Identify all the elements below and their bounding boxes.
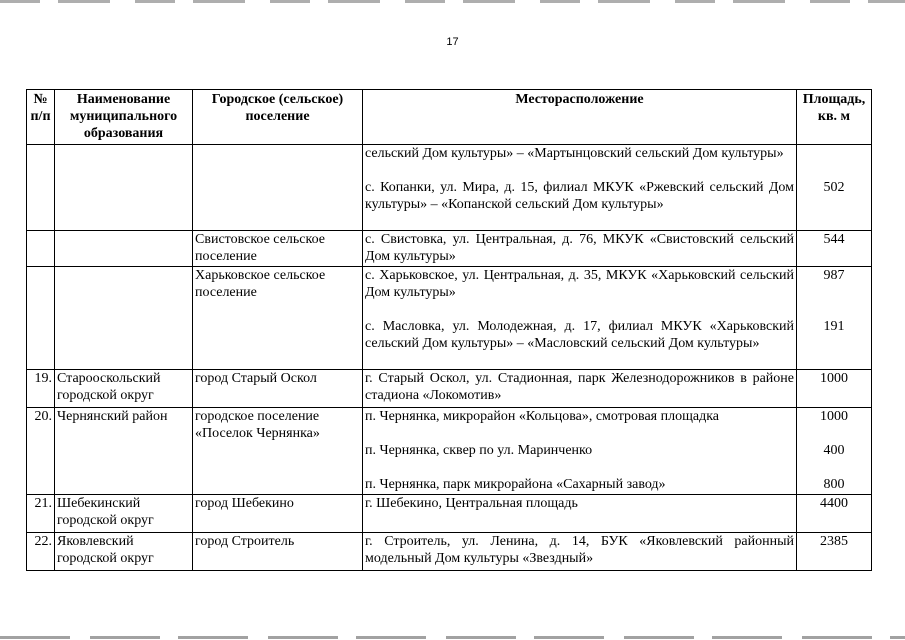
- row-name: Чернянский район: [55, 408, 193, 495]
- page-number: 17: [446, 36, 459, 48]
- table-row: [27, 408, 872, 495]
- location-entry: п. Чернянка, парк микрорайона «Сахарный завод»: [365, 477, 666, 492]
- location-entry: с. Харьковское, ул. Центральная, д. 35, МКУК «Харьковский сельский Дом культуры»: [365, 268, 794, 300]
- location-entry: п. Чернянка, микрорайон «Кольцова», смотровая площадка: [365, 409, 719, 424]
- header-name: Наименование муниципального образования: [55, 90, 193, 145]
- row-num: [27, 231, 55, 267]
- row-area: [797, 145, 872, 231]
- header-num: № п/п: [27, 90, 55, 145]
- row-settlement: Свистовское сельское поселение: [193, 231, 363, 267]
- row-location: г. Шебекино, Центральная площадь: [363, 495, 797, 533]
- locations-table: [26, 89, 872, 571]
- row-area: [797, 267, 872, 370]
- row-name: Старооскольский городской округ: [55, 370, 193, 408]
- area-value: 800: [823, 477, 845, 492]
- area-value: 987: [823, 268, 845, 283]
- table-row: [27, 533, 872, 571]
- row-num: 19.: [27, 370, 55, 408]
- table-row: [27, 495, 872, 533]
- row-num: 21.: [27, 495, 55, 533]
- row-name: [55, 231, 193, 267]
- row-settlement: Харьковское сельское поселение: [193, 267, 363, 370]
- row-settlement: город Шебекино: [193, 495, 363, 533]
- row-name: [55, 145, 193, 231]
- row-settlement: городское поселение «Поселок Чернянка»: [193, 408, 363, 495]
- header-area: Площадь, кв. м: [797, 90, 872, 145]
- row-num: [27, 267, 55, 370]
- row-location: [363, 267, 797, 370]
- table-row: [27, 231, 872, 267]
- row-location: с. Свистовка, ул. Центральная, д. 76, МКУК «Свистовский сельский Дом культуры»: [363, 231, 797, 267]
- location-entry: с. Масловка, ул. Молодежная, д. 17, филиал МКУК «Харьковский сельский Дом культуры» – «Масловский сельский Дом культуры»: [365, 319, 794, 351]
- row-location: г. Старый Оскол, ул. Стадионная, парк Железнодорожников в районе стадиона «Локомотив»: [363, 370, 797, 408]
- location-entry: п. Чернянка, сквер по ул. Маринченко: [365, 443, 593, 458]
- header-location: Месторасположение: [363, 90, 797, 145]
- row-num: 20.: [27, 408, 55, 495]
- row-num: [27, 145, 55, 231]
- row-name: [55, 267, 193, 370]
- scan-top-edge: [0, 0, 905, 3]
- table-row: [27, 370, 872, 408]
- row-area: [797, 408, 872, 495]
- row-location: [363, 408, 797, 495]
- row-settlement: город Строитель: [193, 533, 363, 571]
- area-value: 502: [823, 180, 845, 195]
- row-area: 4400: [797, 495, 872, 533]
- row-settlement: город Старый Оскол: [193, 370, 363, 408]
- location-entry: сельский Дом культуры» – «Мартынцовский сельский Дом культуры»: [365, 146, 784, 161]
- row-settlement: [193, 145, 363, 231]
- row-area: 544: [797, 231, 872, 267]
- row-location: г. Строитель, ул. Ленина, д. 14, БУК «Яковлевский районный модельный Дом культуры «Звездный»: [363, 533, 797, 571]
- table-row: [27, 267, 872, 370]
- location-entry: с. Копанки, ул. Мира, д. 15, филиал МКУК «Ржевский сельский Дом культуры» – «Копанской сельский Дом культуры»: [365, 180, 794, 212]
- row-area: 1000: [797, 370, 872, 408]
- area-value: 191: [823, 319, 845, 334]
- row-name: Яковлевский городской округ: [55, 533, 193, 571]
- table-header-row: [27, 90, 872, 145]
- area-value: 1000: [820, 409, 848, 424]
- row-area: 2385: [797, 533, 872, 571]
- row-num: 22.: [27, 533, 55, 571]
- header-settlement: Городское (сельское) поселение: [193, 90, 363, 145]
- table-row: [27, 145, 872, 231]
- row-location: [363, 145, 797, 231]
- scan-bottom-edge: [0, 636, 905, 639]
- area-value: 400: [823, 443, 845, 458]
- row-name: Шебекинский городской округ: [55, 495, 193, 533]
